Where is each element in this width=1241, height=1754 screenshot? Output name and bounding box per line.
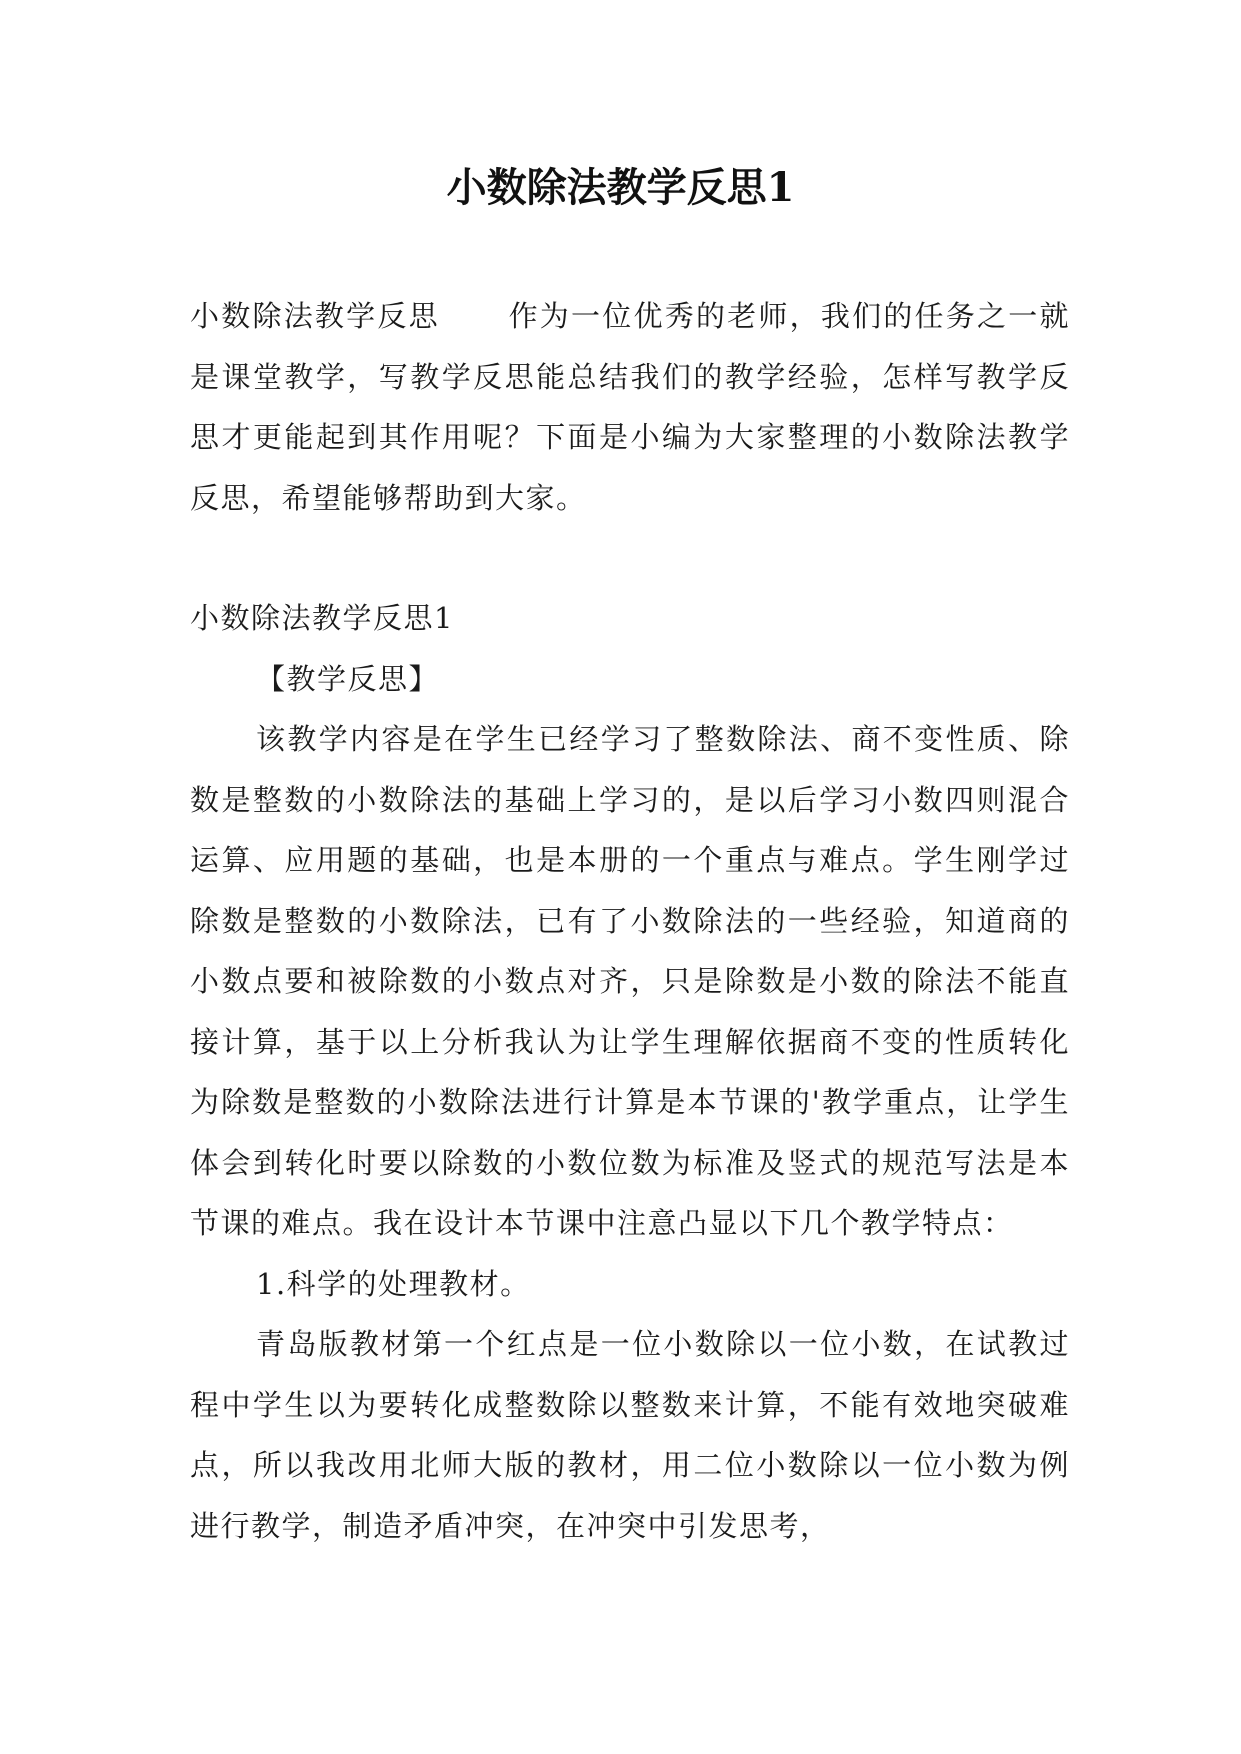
bracket-heading: 【教学反思】 xyxy=(256,661,440,696)
document-body xyxy=(190,286,1070,1556)
intro-text: 作为一位优秀的老师，我们的任务之一就是课堂教学，写教学反思能总结我们的教学经验，怎样写教学反思才更能起到其作用呢？下面是小编为大家整理的小数除法教学反思，希望能够帮助到大家。 xyxy=(190,299,1070,515)
body-paragraph-1: 该教学内容是在学生已经学习了整数除法、商不变性质、除数是整数的小数除法的基础上学习的，是以后学习小数四则混合运算、应用题的基础，也是本册的一个重点与难点。学生刚学过除数是整数的小数除法，已有了小数除法的一些经验，知道商的小数点要和被除数的小数点对齐，只是除数是小数的除法不能直接计算，基于以上分析我认为让学生理解依据商不变的性质转化为除数是整数的小数除法进行计算是本节课的'教学重点，让学生体会到转化时要以除数的小数位数为标准及竖式的规范写法是本节课的难点。我在设计本节课中注意凸显以下几个教学特点： xyxy=(190,722,1070,1240)
body-paragraph-2: 青岛版教材第一个红点是一位小数除以一位小数，在试教过程中学生以为要转化成整数除以整数来计算，不能有效地突破难点，所以我改用北师大版的教材，用二位小数除以一位小数为例进行教学，制造矛盾冲突，在冲突中引发思考， xyxy=(190,1327,1070,1543)
intro-heading: 小数除法教学反思 xyxy=(190,299,440,333)
section-spacer xyxy=(190,528,1070,588)
document-title: 小数除法教学反思1 xyxy=(446,164,795,211)
section-heading: 小数除法教学反思1 xyxy=(190,601,454,635)
intro-paragraph xyxy=(190,286,1070,528)
point-1: 1.科学的处理教材。 xyxy=(256,1266,531,1301)
